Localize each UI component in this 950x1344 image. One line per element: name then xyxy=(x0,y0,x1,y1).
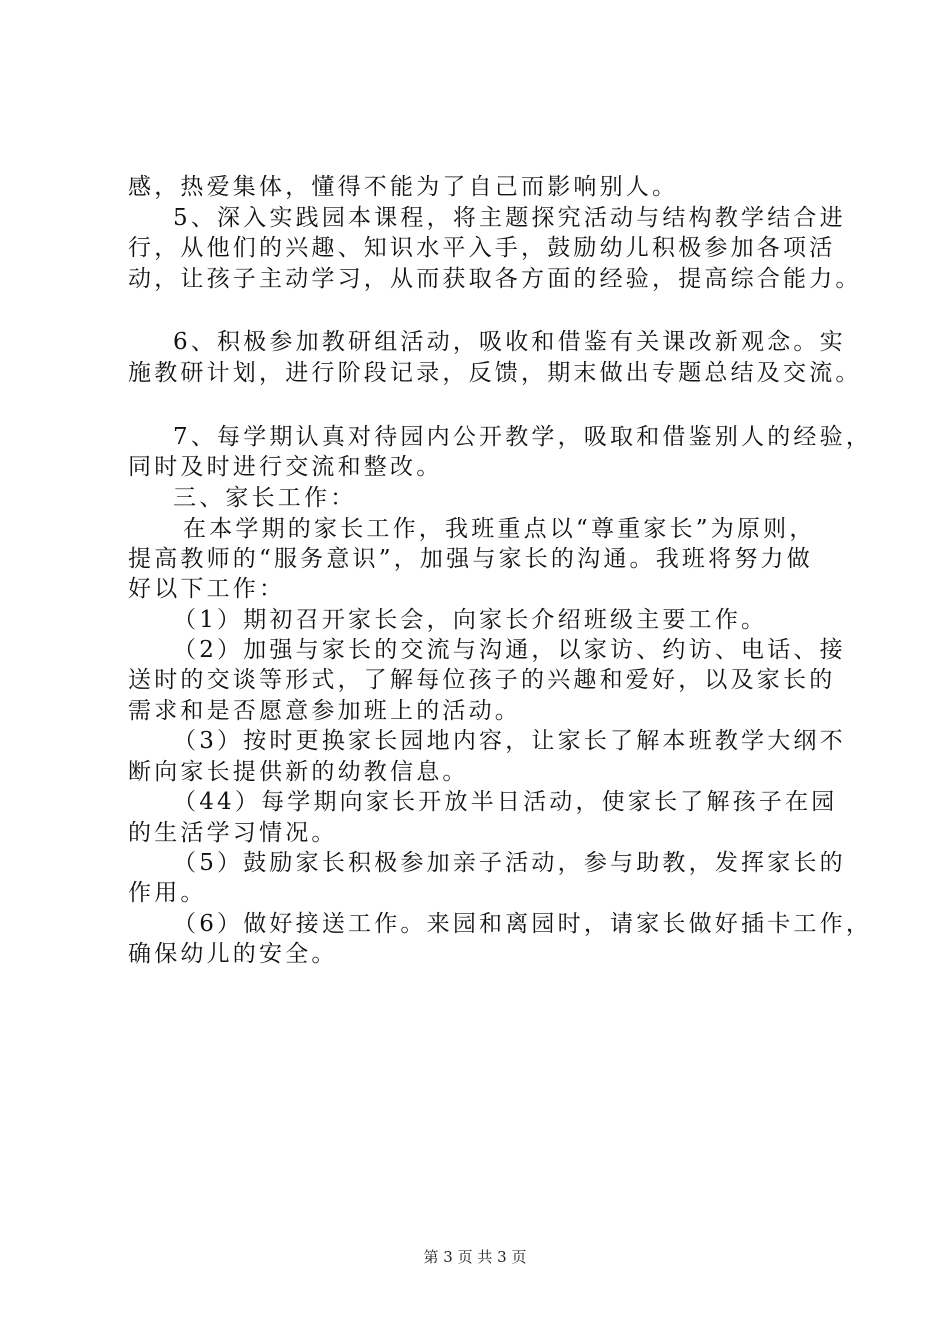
paragraph-line: 动，让孩子主动学习，从而获取各方面的经验，提高综合能力。 xyxy=(128,266,862,292)
paragraph-line: 感，热爱集体，懂得不能为了自己而影响别人。 xyxy=(128,174,679,200)
paragraph-line: 6、积极参加教研组活动，吸收和借鉴有关课改新观念。实 xyxy=(173,329,846,355)
list-item: （2）加强与家长的交流与沟通，以家访、约访、电话、接 xyxy=(173,637,846,663)
paragraph-line: 施教研计划，进行阶段记录，反馈，期末做出专题总结及交流。 xyxy=(128,360,862,386)
paragraph-line: 同时及时进行交流和整改。 xyxy=(128,454,443,480)
paragraph-line: 行，从他们的兴趣、知识水平入手，鼓励幼儿积极参加各项活 xyxy=(128,235,836,261)
list-item: 的生活学习情况。 xyxy=(128,820,338,846)
list-item: （3）按时更换家长园地内容，让家长了解本班教学大纲不 xyxy=(173,728,846,754)
list-item: 送时的交谈等形式，了解每位孩子的兴趣和爱好，以及家长的 xyxy=(128,667,836,693)
list-item: 需求和是否愿意参加班上的活动。 xyxy=(128,698,521,724)
list-item: （6）做好接送工作。来园和离园时，请家长做好插卡工作， xyxy=(173,911,873,937)
paragraph-line: 5、深入实践园本课程，将主题探究活动与结构教学结合进 xyxy=(173,205,846,231)
paragraph-line: 好以下工作： xyxy=(128,576,286,602)
list-item: （5）鼓励家长积极参加亲子活动，参与助教，发挥家长的 xyxy=(173,850,846,876)
section-heading: 三、家长工作： xyxy=(173,485,357,511)
page-number-footer: 第 3 页 共 3 页 xyxy=(423,1248,527,1266)
list-item: 断向家长提供新的幼教信息。 xyxy=(128,759,469,785)
list-item: （1）期初召开家长会，向家长介绍班级主要工作。 xyxy=(173,607,768,633)
list-item: 确保幼儿的安全。 xyxy=(128,941,338,967)
list-item: 作用。 xyxy=(128,880,207,906)
paragraph-line: 在本学期的家长工作，我班重点以“尊重家长”为原则， xyxy=(183,516,816,542)
paragraph-line: 7、每学期认真对待园内公开教学，吸取和借鉴别人的经验， xyxy=(173,424,873,450)
paragraph-line: 提高教师的“服务意识”，加强与家长的沟通。我班将努力做 xyxy=(128,546,813,572)
list-item: （44）每学期向家长开放半日活动，使家长了解孩子在园 xyxy=(173,789,838,815)
